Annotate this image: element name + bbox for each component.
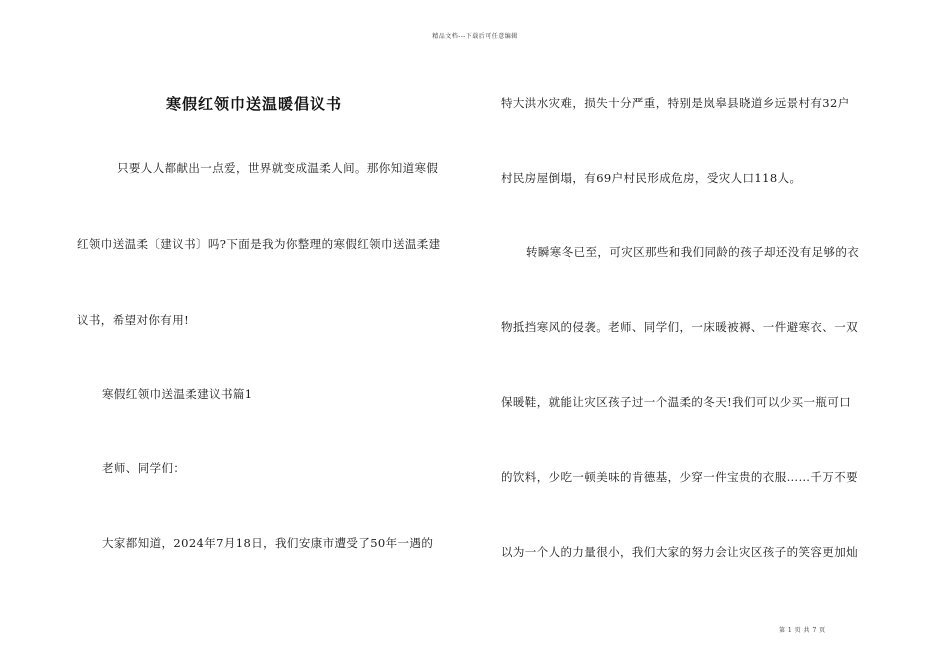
paragraph-line: 红领巾送温柔〔建议书〕吗?下面是我为你整理的寒假红领巾送温柔建 <box>77 237 441 251</box>
document-title: 寒假红领巾送温暖倡议书 <box>166 95 343 113</box>
right-column <box>475 0 950 672</box>
paragraph-line: 的饮料，少吃一顿美味的肯德基，少穿一件宝贵的衣服……千万不要 <box>501 470 858 484</box>
paragraph-line: 村民房屋倒塌，有69户村民形成危房，受灾人口118人。 <box>501 171 802 185</box>
page-header: 精品文档---下载后可任意编辑 <box>432 33 518 40</box>
page-number: 第 1 页 共 7 页 <box>779 627 826 634</box>
paragraph-line: 保暖鞋，就能让灾区孩子过一个温柔的冬天!我们可以少买一瓶可口 <box>501 395 852 409</box>
paragraph-line: 物抵挡寒风的侵袭。老师、同学们，一床暖被褥、一件避寒衣、一双 <box>501 320 858 334</box>
paragraph-line: 议书，希望对你有用! <box>77 313 190 327</box>
salutation: 老师、同学们： <box>102 461 186 475</box>
paragraph-line: 只要人人都献出一点爱，世界就变成温柔人间。那你知道寒假 <box>117 161 439 175</box>
paragraph-line: 大家都知道，2024年7月18日，我们安康市遭受了50年一遇的 <box>102 536 434 550</box>
paragraph-line: 特大洪水灾难，损失十分严重，特别是岚皋县晓道乡远景村有32户 <box>501 96 850 110</box>
paragraph-line: 转瞬寒冬已至，可灾区那些和我们同龄的孩子却还没有足够的衣 <box>526 245 860 259</box>
paragraph-line: 以为一个人的力量很小，我们大家的努力会让灾区孩子的笑容更加灿 <box>501 545 858 559</box>
section-heading: 寒假红领巾送温柔建议书篇1 <box>102 387 253 401</box>
